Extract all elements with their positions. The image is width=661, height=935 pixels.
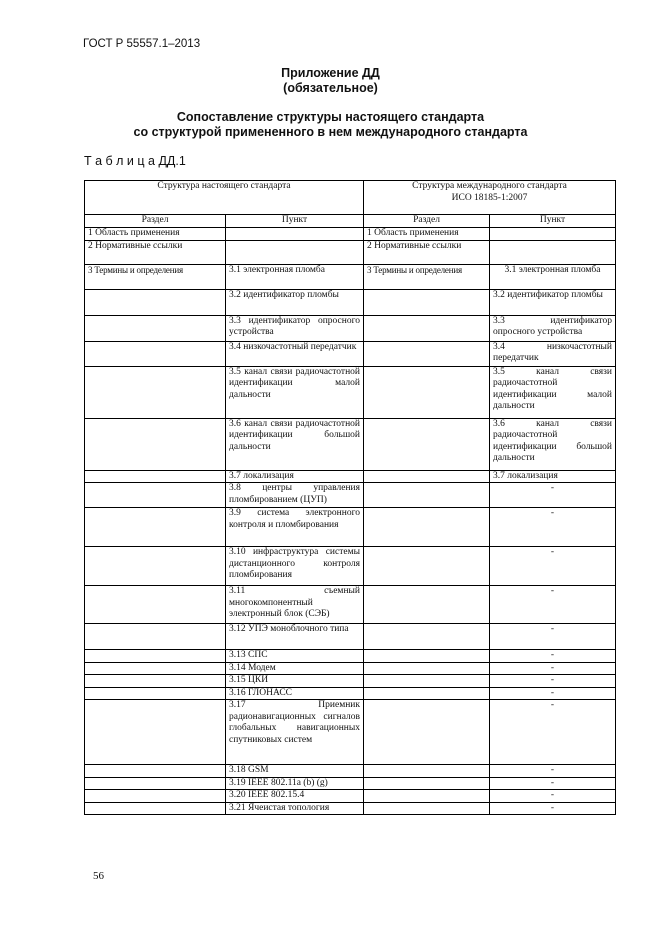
international-clause-cell: - (490, 777, 616, 790)
international-clause-cell: - (490, 624, 616, 650)
table-column-header-row (85, 215, 616, 228)
national-section-cell (85, 675, 226, 688)
national-section-cell (85, 547, 226, 586)
international-section-cell: 1 Область применения (364, 228, 490, 241)
section-title (0, 110, 661, 140)
table-row (85, 790, 616, 803)
national-section-cell (85, 470, 226, 483)
national-section-cell (85, 802, 226, 815)
table-group-header-row (85, 181, 616, 215)
table-row (85, 675, 616, 688)
table-row (85, 366, 616, 418)
national-section-cell (85, 341, 226, 366)
table-row (85, 470, 616, 483)
national-clause-cell: 3.18 GSM (226, 765, 364, 778)
national-section-cell: 2 Нормативные ссылки (85, 240, 226, 264)
table-row (85, 289, 616, 315)
table-row (85, 687, 616, 700)
international-structure-title: Структура международного стандарта (412, 181, 567, 191)
national-section-cell (85, 624, 226, 650)
national-section-cell (85, 366, 226, 418)
national-clause-cell: 3.13 СПС (226, 650, 364, 663)
international-clause-cell: 3.6 канал связи радиочастотной идентификации большой дальности (490, 418, 616, 470)
national-clause-cell: 3.16 ГЛОНАСС (226, 687, 364, 700)
international-clause-cell: - (490, 547, 616, 586)
col-header-international-section: Раздел (364, 215, 490, 228)
section-title-line-1: Сопоставление структуры настоящего стандарта (176, 110, 485, 124)
international-section-cell (364, 650, 490, 663)
national-section-cell: 3 Термины и определения (85, 264, 226, 289)
national-clause-cell: 3.15 ЦКИ (226, 675, 364, 688)
international-section-cell (364, 765, 490, 778)
table-row (85, 264, 616, 289)
national-section-cell: 1 Область применения (85, 228, 226, 241)
international-clause-cell: - (490, 508, 616, 547)
national-clause-cell: 3.3 идентификатор опросного устройства (226, 315, 364, 341)
international-clause-cell: 3.1 электронная пломба (490, 264, 616, 289)
national-section-cell (85, 790, 226, 803)
page-number: 56 (93, 870, 104, 882)
col-header-national-section: Раздел (85, 215, 226, 228)
table-row (85, 228, 616, 241)
international-section-cell (364, 675, 490, 688)
national-clause-cell: 3.6 канал связи радиочастотной идентификации большой дальности (226, 418, 364, 470)
international-section-cell (364, 700, 490, 765)
international-section-cell (364, 289, 490, 315)
international-clause-cell: - (490, 650, 616, 663)
national-section-cell (85, 315, 226, 341)
international-standard-code: ИСО 18185-1:2007 (451, 192, 528, 203)
national-clause-cell: 3.20 IEEE 802.15.4 (226, 790, 364, 803)
national-clause-cell: 3.8 центры управления пломбированием (ЦУП) (226, 483, 364, 508)
international-clause-cell (490, 240, 616, 264)
national-clause-cell (226, 228, 364, 241)
national-structure-header: Структура настоящего стандарта (85, 181, 364, 215)
national-section-cell (85, 508, 226, 547)
international-section-cell (364, 586, 490, 624)
international-clause-cell: - (490, 802, 616, 815)
international-clause-cell: - (490, 687, 616, 700)
national-section-cell (85, 586, 226, 624)
table-row (85, 508, 616, 547)
international-section-cell: 3 Термины и определения (364, 264, 490, 289)
international-section-cell (364, 547, 490, 586)
national-section-cell (85, 418, 226, 470)
national-clause-cell: 3.2 идентификатор пломбы (226, 289, 364, 315)
international-structure-header (364, 181, 616, 215)
international-section-cell (364, 802, 490, 815)
international-section-cell (364, 508, 490, 547)
national-section-cell (85, 289, 226, 315)
national-section-cell (85, 700, 226, 765)
international-section-cell (364, 777, 490, 790)
international-clause-cell: 3.2 идентификатор пломбы (490, 289, 616, 315)
international-section-cell: 2 Нормативные ссылки (364, 240, 490, 264)
table-row (85, 765, 616, 778)
table-row (85, 547, 616, 586)
document-code: ГОСТ Р 55557.1–2013 (83, 38, 201, 50)
international-section-cell (364, 790, 490, 803)
national-clause-cell: 3.5 канал связи радиочастотной идентификации малой дальности (226, 366, 364, 418)
appendix-label: Приложение ДД (281, 66, 380, 80)
international-section-cell (364, 341, 490, 366)
national-section-cell (85, 483, 226, 508)
national-clause-cell: 3.19 IEEE 802.11a (b) (g) (226, 777, 364, 790)
national-clause-cell: 3.14 Модем (226, 662, 364, 675)
international-clause-cell: - (490, 586, 616, 624)
table-row (85, 802, 616, 815)
table-row (85, 650, 616, 663)
col-header-international-clause: Пункт (490, 215, 616, 228)
national-clause-cell: 3.1 электронная пломба (226, 264, 364, 289)
international-section-cell (364, 483, 490, 508)
appendix-status: (обязательное) (283, 81, 378, 95)
national-section-cell (85, 650, 226, 663)
table-row (85, 418, 616, 470)
national-clause-cell: 3.9 система электронного контроля и пломбирования (226, 508, 364, 547)
national-clause-cell: 3.7 локализация (226, 470, 364, 483)
table-row (85, 624, 616, 650)
international-section-cell (364, 687, 490, 700)
international-clause-cell (490, 228, 616, 241)
table-caption: Т а б л и ц а ДД.1 (84, 154, 186, 168)
table-row (85, 483, 616, 508)
national-clause-cell: 3.11 съемный многокомпонентный электронный блок (СЭБ) (226, 586, 364, 624)
structure-comparison-table (84, 180, 616, 815)
international-section-cell (364, 418, 490, 470)
national-clause-cell: 3.17 Приемник радионавигационных сигналов глобальных навигационных спутниковых систем (226, 700, 364, 765)
international-section-cell (364, 624, 490, 650)
international-clause-cell: - (490, 700, 616, 765)
international-section-cell (364, 315, 490, 341)
national-clause-cell: 3.21 Ячеистая топология (226, 802, 364, 815)
table-row (85, 777, 616, 790)
table-body (85, 228, 616, 815)
national-section-cell (85, 765, 226, 778)
table-row (85, 240, 616, 264)
appendix-title (0, 66, 661, 96)
col-header-national-clause: Пункт (226, 215, 364, 228)
national-clause-cell: 3.12 УПЭ моноблочного типа (226, 624, 364, 650)
section-title-line-2: со структурой примененного в нем международного стандарта (133, 125, 528, 139)
international-clause-cell: - (490, 790, 616, 803)
national-section-cell (85, 777, 226, 790)
national-clause-cell (226, 240, 364, 264)
international-section-cell (364, 366, 490, 418)
table-row (85, 700, 616, 765)
international-clause-cell: 3.5 канал связи радиочастотной идентификации малой дальности (490, 366, 616, 418)
national-section-cell (85, 687, 226, 700)
international-clause-cell: 3.4 низкочастотный передатчик (490, 341, 616, 366)
table-row (85, 341, 616, 366)
international-clause-cell: - (490, 765, 616, 778)
national-clause-cell: 3.10 инфраструктура системы дистанционного контроля пломбирования (226, 547, 364, 586)
international-clause-cell: - (490, 675, 616, 688)
table-row (85, 586, 616, 624)
international-section-cell (364, 662, 490, 675)
national-section-cell (85, 662, 226, 675)
national-clause-cell: 3.4 низкочастотный передатчик (226, 341, 364, 366)
table-row (85, 662, 616, 675)
table-row (85, 315, 616, 341)
international-clause-cell: 3.7 локализация (490, 470, 616, 483)
international-section-cell (364, 470, 490, 483)
international-clause-cell: - (490, 662, 616, 675)
international-clause-cell: - (490, 483, 616, 508)
international-clause-cell: 3.3 идентификатор опросного устройства (490, 315, 616, 341)
